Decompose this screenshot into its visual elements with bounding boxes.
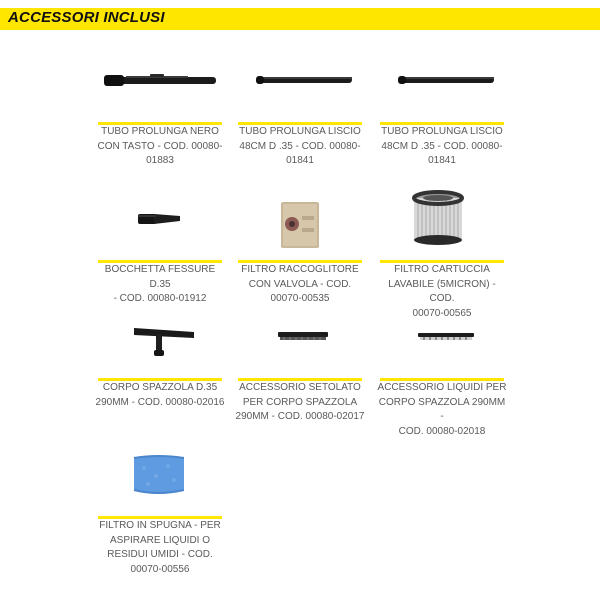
foam-sponge-filter-icon [98,446,222,516]
section-title: ACCESSORI INCLUSI [8,9,165,26]
smooth-extension-tube-icon [238,52,362,122]
item-label: TUBO PROLUNGA NERO CON TASTO - COD. 00080- 01883 [97,126,223,166]
accessory-item[interactable] [98,446,222,575]
smooth-extension-tube-icon [380,52,504,122]
accessory-item[interactable] [380,190,504,319]
cartridge-filter-icon [380,190,504,260]
accessory-item[interactable] [235,308,365,422]
section-header [0,8,600,30]
item-label: TUBO PROLUNGA LISCIO 48CM D .35 - COD. 00080- 01841 [381,126,503,166]
floor-brush-body-icon [98,308,222,378]
item-label: BOCCHETTA FESSURE D.35 - COD. 00080-01912 [104,264,216,304]
black-extension-tube-with-button-icon [98,52,222,122]
item-label: ACCESSORIO SETOLATO PER CORPO SPAZZOLA 290MM - COD. 00080-02017 [235,382,365,422]
liquid-insert-icon [380,308,504,378]
item-label: ACCESSORIO LIQUIDI PER CORPO SPAZZOLA 290MM - COD. 00080-02018 [377,382,507,437]
accessory-item[interactable] [95,308,225,408]
accessory-item[interactable] [98,190,222,304]
bristle-insert-icon [238,308,362,378]
item-label: FILTRO IN SPUGNA - PER ASPIRARE LIQUIDI O RESIDUI UMIDI - COD. 00070-00556 [99,520,221,575]
accessory-item[interactable] [238,52,362,166]
accessory-item[interactable] [377,308,507,437]
item-label: TUBO PROLUNGA LISCIO 48CM D .35 - COD. 00080- 01841 [239,126,361,166]
accessory-item[interactable] [238,190,362,304]
accessory-item[interactable] [97,52,223,166]
accessory-item[interactable] [380,52,504,166]
item-label: FILTRO RACCOGLITORE CON VALVOLA - COD. 00070-00535 [241,264,359,304]
item-label: FILTRO CARTUCCIA LAVABILE (5MICRON) - COD. 00070-00565 [388,264,496,319]
item-label: CORPO SPAZZOLA D.35 290MM - COD. 00080-02016 [95,382,225,408]
crevice-nozzle-icon [98,190,222,260]
collector-filter-bag-icon [238,190,362,260]
